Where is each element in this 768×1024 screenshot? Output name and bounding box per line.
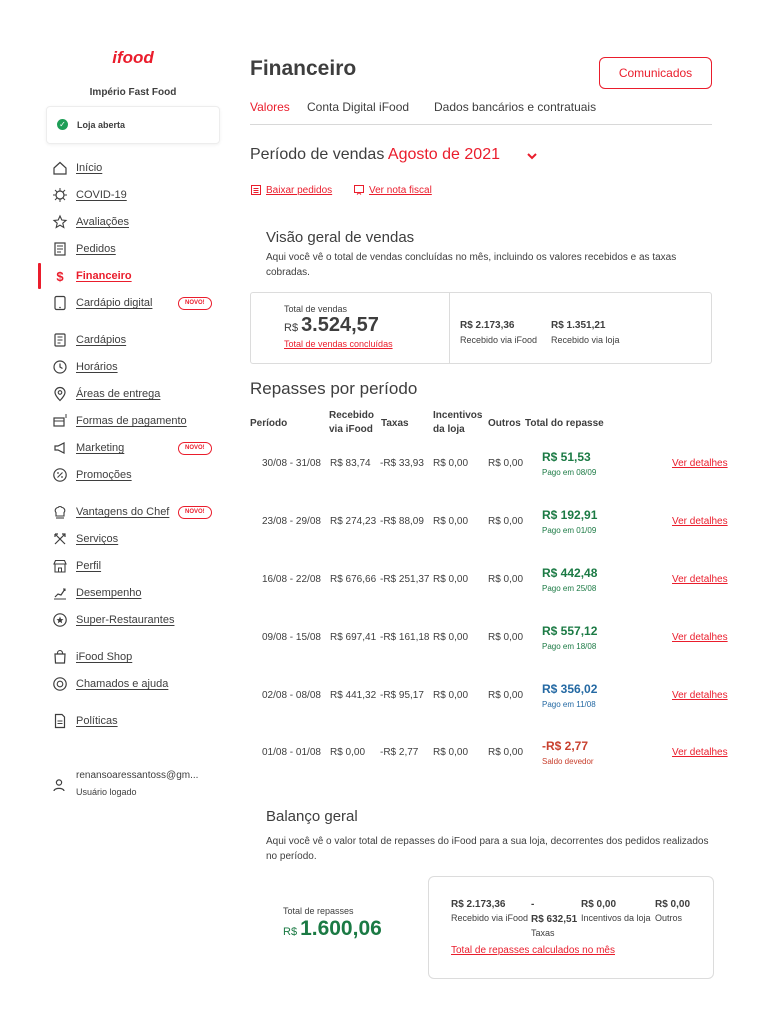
chef-hat-icon	[52, 504, 68, 520]
table-row	[250, 621, 750, 661]
star-badge-icon	[52, 612, 68, 628]
total-sales-amount: 3.524,57	[301, 314, 379, 336]
tools-icon	[52, 531, 68, 547]
balanco-taxas-value: R$ 632,51	[531, 914, 578, 925]
cell-taxas: -R$ 95,17	[380, 690, 424, 701]
cell-incentivos: R$ 0,00	[433, 516, 469, 527]
megaphone-icon	[52, 440, 68, 456]
details-link[interactable]: Ver detalhes	[672, 574, 728, 585]
page-title: Financeiro	[250, 57, 357, 80]
col-incentivos: Incentivos da loja	[433, 410, 483, 435]
tab-dados-bancarios[interactable]: Dados bancários e contratuais	[434, 100, 597, 114]
period-label: Período de vendas	[250, 146, 385, 163]
sidebar-item-label: Serviços	[76, 533, 119, 545]
sidebar-item-label: Avaliações	[76, 216, 129, 228]
cell-periodo: 16/08 - 22/08	[262, 574, 321, 585]
overview-title: Visão geral de vendas	[266, 229, 415, 246]
balanco-incentivos-value: R$ 0,00	[581, 899, 617, 910]
cell-periodo: 09/08 - 15/08	[262, 632, 321, 643]
svg-text:$: $	[56, 269, 64, 284]
chevron-down-icon[interactable]	[526, 150, 538, 162]
details-link[interactable]: Ver detalhes	[672, 458, 728, 469]
cell-incentivos: R$ 0,00	[433, 458, 469, 469]
sidebar-item-cardapios[interactable]	[52, 330, 222, 350]
sidebar-item-super-restaurantes[interactable]	[52, 610, 222, 630]
cell-recebido: R$ 676,66	[330, 574, 377, 585]
cell-incentivos: R$ 0,00	[433, 632, 469, 643]
cell-total: R$ 442,48	[542, 566, 598, 580]
sidebar-item-perfil[interactable]	[52, 556, 222, 576]
table-row	[250, 505, 750, 545]
cell-status: Pago em 11/08	[542, 700, 596, 709]
sidebar-item-label: Pedidos	[76, 243, 116, 255]
col-taxas: Taxas	[381, 418, 409, 429]
menu-book-icon	[52, 332, 68, 348]
ifood-logo[interactable]	[108, 47, 158, 71]
cell-recebido: R$ 441,32	[330, 690, 377, 701]
cell-periodo: 30/08 - 31/08	[262, 458, 321, 469]
balanco-ifood-value: R$ 2.173,36	[451, 899, 506, 910]
details-link[interactable]: Ver detalhes	[672, 516, 728, 527]
sidebar-item-label: Financeiro	[76, 270, 132, 282]
details-link[interactable]: Ver detalhes	[672, 690, 728, 701]
overview-description: Aqui você vê o total de vendas concluídas no mês, incluindo os valores recebidos e as taxas cobradas.	[266, 252, 677, 278]
balanco-title: Balanço geral	[266, 808, 358, 825]
map-pin-icon	[52, 386, 68, 402]
sidebar-item-chamados-e-ajuda[interactable]	[52, 674, 222, 694]
tablet-icon	[52, 295, 68, 311]
cell-periodo: 23/08 - 29/08	[262, 516, 321, 527]
balanco-incentivos-label: Incentivos da loja	[581, 913, 651, 923]
cell-recebido: R$ 83,74	[330, 458, 371, 469]
col-recebido: Recebido via iFood	[329, 410, 375, 435]
sidebar-item-label: COVID-19	[76, 189, 127, 201]
total-repasses-value	[283, 917, 382, 941]
table-row	[250, 563, 750, 603]
cell-incentivos: R$ 0,00	[433, 747, 469, 758]
sidebar-item-politicas[interactable]	[52, 711, 222, 731]
cell-status: Pago em 01/09	[542, 526, 597, 535]
cell-total: R$ 557,12	[542, 624, 598, 638]
sidebar-item-ifood-shop[interactable]	[52, 647, 222, 667]
total-repasses-amount: 1.600,06	[300, 917, 382, 940]
download-orders-link[interactable]	[250, 184, 332, 196]
new-badge: NOVO!	[178, 442, 212, 455]
total-sales-value	[284, 314, 379, 337]
new-badge: NOVO!	[178, 506, 212, 519]
user-icon	[52, 778, 66, 792]
receipt-icon	[52, 241, 68, 257]
period-selector[interactable]	[250, 146, 500, 164]
cell-taxas: -R$ 161,18	[380, 632, 430, 643]
payment-icon	[52, 413, 68, 429]
received-loja-value: R$ 1.351,21	[551, 320, 606, 331]
sidebar-item-horarios[interactable]	[52, 357, 222, 377]
clock-icon	[52, 359, 68, 375]
sidebar-item-label: Desempenho	[76, 587, 142, 599]
table-row	[250, 736, 750, 776]
cell-outros: R$ 0,00	[488, 632, 524, 643]
cell-status: Pago em 18/08	[542, 642, 597, 651]
user-role: Usuário logado	[76, 787, 137, 797]
received-loja-label: Recebido via loja	[551, 335, 620, 345]
chart-icon	[52, 585, 68, 601]
balanco-outros-label: Outros	[655, 913, 683, 923]
active-nav-indicator	[38, 263, 41, 289]
sidebar-item-label: Início	[76, 162, 103, 174]
view-invoice-label: Ver nota fiscal	[369, 184, 432, 196]
balanco-card	[428, 876, 714, 979]
cell-status: Saldo devedor	[542, 757, 594, 766]
store-status-label: Loja aberta	[77, 120, 126, 130]
storefront-icon	[52, 558, 68, 574]
balanco-description: Aqui você vê o valor total de repasses do iFood para a sua loja, decorrentes dos pedidos realizados no período.	[266, 836, 709, 862]
sidebar-item-promocoes[interactable]	[52, 465, 222, 485]
cell-taxas: -R$ 88,09	[380, 516, 424, 527]
sidebar-item-financeiro[interactable]	[52, 266, 222, 286]
received-ifood-label: Recebido via iFood	[460, 335, 538, 345]
sidebar-item-covid-19[interactable]	[52, 185, 222, 205]
balanco-taxas-sign: -	[531, 899, 535, 910]
summary-divider	[449, 293, 450, 363]
total-repasses-currency: R$	[283, 926, 298, 938]
view-invoice-link[interactable]	[353, 184, 432, 196]
percent-icon	[52, 467, 68, 483]
cell-status: Pago em 25/08	[542, 584, 597, 593]
virus-icon	[52, 187, 68, 203]
download-orders-label: Baixar pedidos	[266, 184, 333, 196]
logo-text: ifood	[112, 48, 154, 67]
sidebar	[0, 0, 232, 1024]
sidebar-item-label: iFood Shop	[76, 651, 133, 663]
cell-outros: R$ 0,00	[488, 458, 524, 469]
balanco-link[interactable]: Total de repasses calculados no mês	[451, 945, 615, 956]
sidebar-item-label: Perfil	[76, 560, 102, 572]
cell-outros: R$ 0,00	[488, 574, 524, 585]
total-sales-link[interactable]: Total de vendas concluídas	[284, 339, 393, 349]
tab-conta-digital[interactable]: Conta Digital iFood	[307, 100, 410, 114]
balanco-taxas-label: Taxas	[531, 928, 555, 938]
balanco-ifood-label: Recebido via iFood	[451, 913, 529, 923]
check-circle-icon: ✓	[57, 119, 68, 130]
total-repasses-label: Total de repasses	[283, 906, 354, 916]
document-icon	[52, 713, 68, 729]
sidebar-item-inicio[interactable]	[52, 158, 222, 178]
col-total: Total do repasse	[525, 418, 604, 429]
tab-bar	[250, 100, 712, 125]
sidebar-item-label: Formas de pagamento	[76, 415, 187, 427]
sidebar-item-areas-de-entrega[interactable]	[52, 384, 222, 404]
repasses-title: Repasses por período	[250, 379, 418, 398]
invoice-icon	[353, 184, 365, 196]
cell-recebido: R$ 697,41	[330, 632, 377, 643]
cell-total: R$ 356,02	[542, 682, 598, 696]
tab-valores[interactable]: Valores	[250, 100, 290, 114]
received-ifood-value: R$ 2.173,36	[460, 320, 515, 331]
cell-recebido: R$ 0,00	[330, 747, 366, 758]
home-icon	[52, 160, 68, 176]
cell-recebido: R$ 274,23	[330, 516, 377, 527]
star-icon	[52, 214, 68, 230]
sidebar-item-label: Super-Restaurantes	[76, 614, 175, 626]
cell-total: -R$ 2,77	[542, 739, 589, 753]
sidebar-item-label: Vantagens do Chef	[76, 506, 170, 518]
lifebuoy-icon	[52, 676, 68, 692]
dollar-icon	[52, 268, 68, 284]
cell-outros: R$ 0,00	[488, 516, 524, 527]
period-value[interactable]: Agosto de 2021	[387, 146, 500, 163]
sidebar-item-label: Políticas	[76, 715, 118, 727]
table-row	[250, 447, 750, 487]
col-outros: Outros	[488, 418, 521, 429]
sidebar-item-label: Chamados e ajuda	[76, 678, 169, 690]
cell-taxas: -R$ 2,77	[380, 747, 419, 758]
store-name: Império Fast Food	[89, 87, 177, 98]
balanco-outros-value: R$ 0,00	[655, 899, 691, 910]
sidebar-item-label: Cardápio digital	[76, 297, 153, 309]
user-email: renansoaressantoss@gm...	[76, 770, 199, 781]
details-link[interactable]: Ver detalhes	[672, 632, 728, 643]
cell-outros: R$ 0,00	[488, 690, 524, 701]
sidebar-item-label: Horários	[76, 361, 118, 373]
cell-status: Pago em 08/09	[542, 468, 597, 477]
cell-total: R$ 192,91	[542, 508, 598, 522]
shopping-bag-icon	[52, 649, 68, 665]
sidebar-item-pedidos[interactable]	[52, 239, 222, 259]
table-row	[250, 679, 750, 719]
download-icon	[250, 184, 262, 196]
comunicados-button[interactable]: Comunicados	[599, 57, 712, 89]
cell-periodo: 02/08 - 08/08	[262, 690, 321, 701]
cell-incentivos: R$ 0,00	[433, 690, 469, 701]
total-sales-currency: R$	[284, 322, 299, 334]
total-sales-label: Total de vendas	[284, 304, 348, 314]
sidebar-item-label: Cardápios	[76, 334, 127, 346]
new-badge: NOVO!	[178, 297, 212, 310]
sidebar-item-label: Áreas de entrega	[76, 388, 161, 400]
sales-summary-card	[250, 292, 712, 364]
cell-outros: R$ 0,00	[488, 747, 524, 758]
cell-taxas: -R$ 33,93	[380, 458, 424, 469]
cell-taxas: -R$ 251,37	[380, 574, 430, 585]
sidebar-item-avaliacoes[interactable]	[52, 212, 222, 232]
details-link[interactable]: Ver detalhes	[672, 747, 728, 758]
cell-total: R$ 51,53	[542, 450, 591, 464]
sidebar-item-servicos[interactable]	[52, 529, 222, 549]
cell-periodo: 01/08 - 01/08	[262, 747, 321, 758]
sidebar-item-formas-de-pagamento[interactable]	[52, 411, 222, 431]
col-periodo: Período	[250, 418, 288, 429]
cell-incentivos: R$ 0,00	[433, 574, 469, 585]
sidebar-item-label: Marketing	[76, 442, 125, 454]
sidebar-item-desempenho[interactable]	[52, 583, 222, 603]
store-status-card[interactable]	[46, 106, 220, 144]
sidebar-item-label: Promoções	[76, 469, 132, 481]
